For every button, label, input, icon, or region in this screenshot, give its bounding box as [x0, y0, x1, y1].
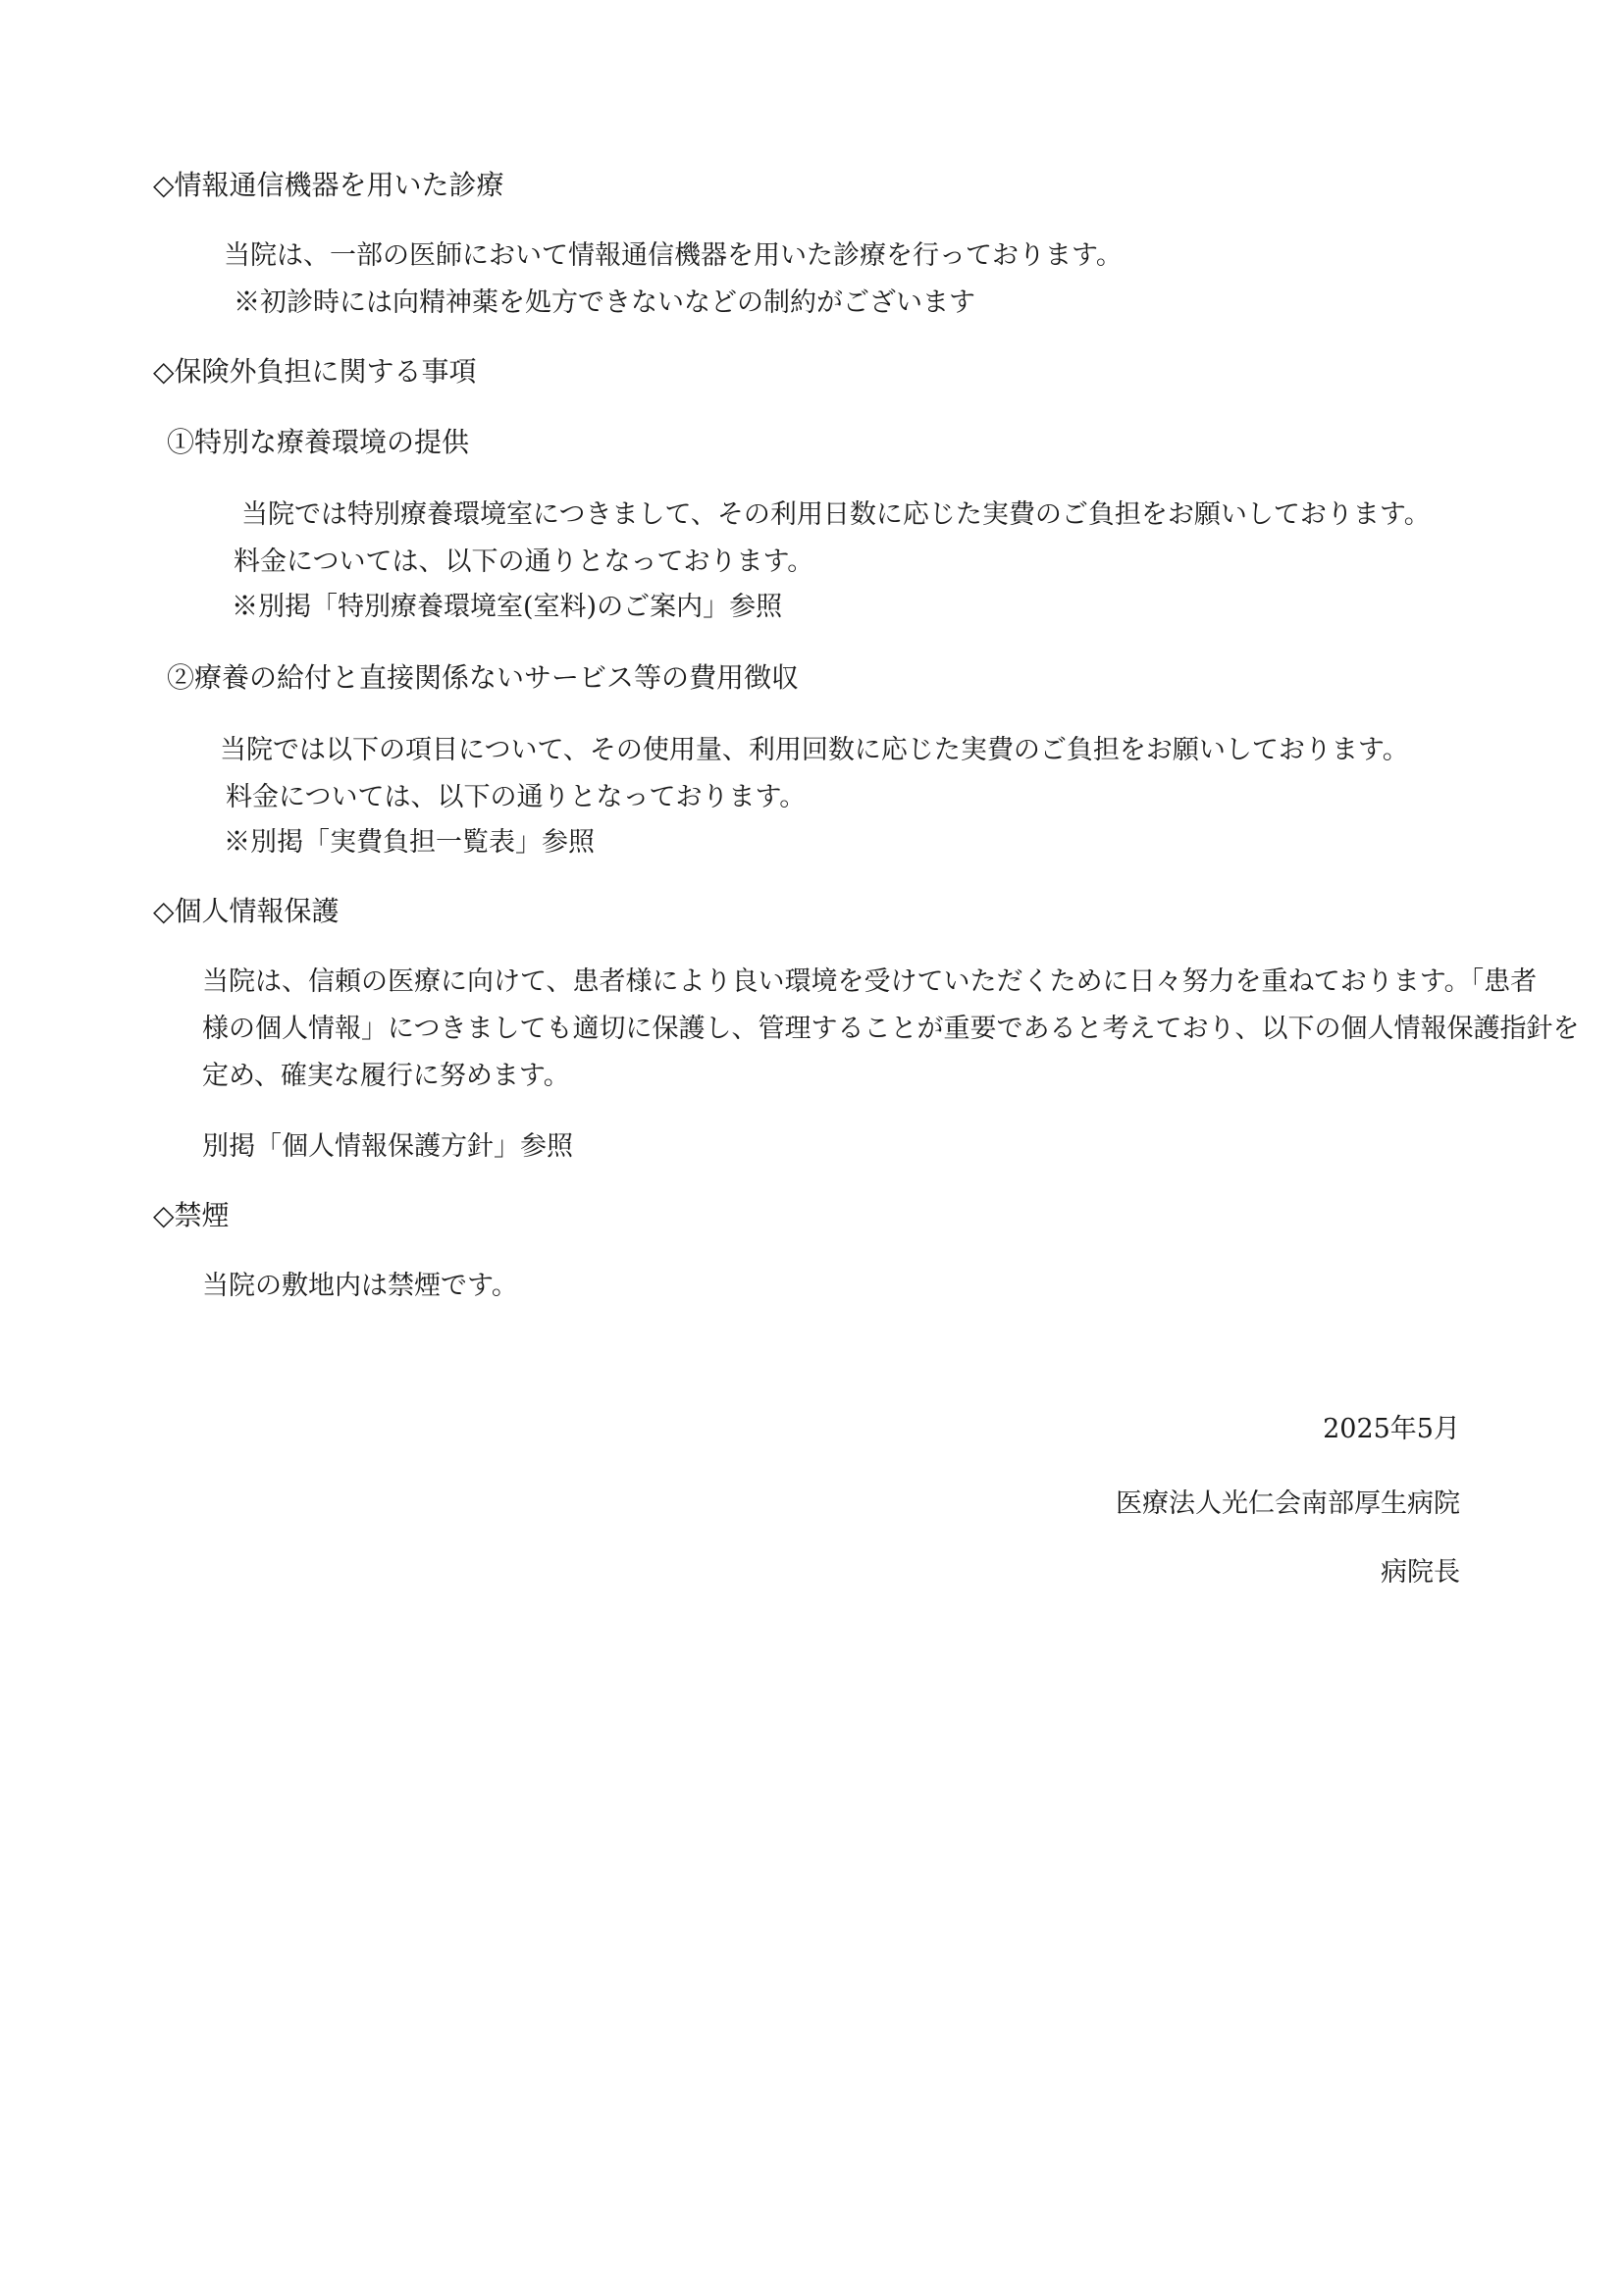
- privacy-heading: ◇個人情報保護: [153, 895, 340, 927]
- non-insurance-heading: ◇保険外負担に関する事項: [153, 355, 477, 388]
- service-fees-heading: ②療養の給付と直接関係ないサービス等の費用徴収: [167, 661, 800, 694]
- special-environment-reference: ※別掲「特別療養環境室(室料)のご案内」参照: [232, 592, 783, 622]
- smoking-heading: ◇禁煙: [153, 1199, 230, 1231]
- privacy-line-3: 定め、確実な履行に努めます。: [202, 1061, 570, 1091]
- smoking-line-1: 当院の敷地内は禁煙です。: [202, 1271, 518, 1301]
- director-title: 病院長: [1381, 1557, 1460, 1588]
- special-environment-heading: ①特別な療養環境の提供: [167, 426, 470, 458]
- special-environment-line-2: 料金については、以下の通りとなっております。: [234, 547, 814, 577]
- special-environment-line-1: 当院では特別療養環境室につきまして、その利用日数に応じた実費のご負担をお願いしております。: [241, 499, 1431, 530]
- telemedicine-line-1: 当院は、一部の医師において情報通信機器を用いた診療を行っております。: [224, 240, 1123, 271]
- privacy-line-1: 当院は、信頼の医療に向けて、患者様により良い環境を受けていただくために日々努力を重ねております。「患者: [202, 966, 1538, 997]
- privacy-reference: 別掲「個人情報保護方針」参照: [202, 1131, 573, 1162]
- organization-name: 医療法人光仁会南部厚生病院: [1116, 1488, 1460, 1519]
- issue-date: 2025年5月: [1323, 1414, 1460, 1444]
- service-fees-line-1: 当院では以下の項目について、その使用量、利用回数に応じた実費のご負担をお願いしております。: [220, 735, 1409, 765]
- service-fees-reference: ※別掲「実費負担一覧表」参照: [224, 827, 595, 858]
- telemedicine-line-2: ※初診時には向精神薬を処方できないなどの制約がございます: [234, 287, 975, 318]
- telemedicine-heading: ◇情報通信機器を用いた診療: [153, 169, 504, 201]
- service-fees-line-2: 料金については、以下の通りとなっております。: [226, 782, 807, 812]
- privacy-line-2: 様の個人情報」につきましても適切に保護し、管理することが重要であると考えており、以下の個人情報保護指針を: [202, 1014, 1580, 1044]
